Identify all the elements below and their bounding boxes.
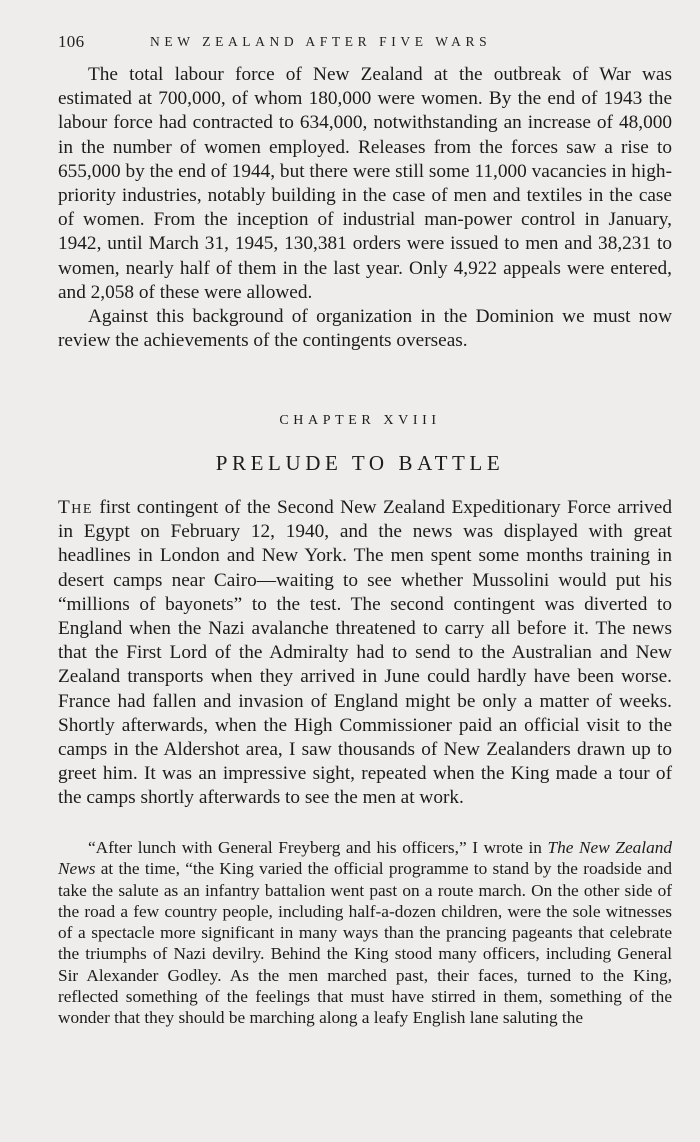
chapter-number: CHAPTER XVIII	[279, 413, 441, 428]
block-quote	[58, 837, 672, 1029]
intro-section	[58, 63, 672, 353]
intro-paragraph-2: Against this background of organization in the Dominion we must now review the achievements of the contingents overseas.	[58, 306, 672, 352]
publication-title: The New Zealand News	[58, 838, 672, 879]
quote-paragraph	[58, 837, 672, 1029]
quote-part-2: at the time, “the King varied the official programme to stand by the roadside and take the salute as an infantry battalion went past on a route march. On the other side of the road a few country people, including half-a-dozen children, were the sole witnesses of a spectacle more significant in many ways than the prancing pageants that celebrate the triumphs of Nazi devilry. Behind the King stood many officers, including General Sir Alexander Godley. As the men marched past, their faces, turned to the King, reflected something of the feelings that must have stirred in them, something of the wonder that they should be marching along a leafy English lane saluting the	[58, 859, 672, 1028]
quote-part-1: “After lunch with General Freyberg and his officers,” I wrote in	[88, 838, 548, 857]
body-paragraph-1-text: first contingent of the Second New Zealand Expeditionary Force arrived in Egypt on February 12, 1940, and the news was displayed with great headlines in London and New York. The men spent some months training in desert camps near Cairo—waiting to see whether Mussolini would put his “millions of bayonets” to the test. The second contingent was diverted to England when the Nazi avalanche threatened to carry all before it. The news that the First Lord of the Admiralty had to send to the Australian and New Zealand transports when they arrived in June could hardly have been worse. France had fallen and invasion of England might be only a matter of weeks. Shortly afterwards, when the High Commissioner paid an official visit to the camps in the Aldershot area, I saw thousands of New Zealanders drawn up to greet him. It was an impressive sight, repeated when the King made a tour of the camps shortly afterwards to see the men at work.	[58, 497, 672, 809]
running-title: NEW ZEALAND AFTER FIVE WARS	[150, 34, 492, 49]
lead-word: The	[58, 497, 93, 518]
page-number: 106	[58, 32, 85, 51]
chapter-body	[58, 496, 672, 811]
intro-paragraph-1: The total labour force of New Zealand at the outbreak of War was estimated at 700,000, of whom 180,000 were women. By the end of 1943 the labour force had contracted to 634,000, notwithstanding an increase of 48,000 in the number of women employed. Releases from the forces saw a rise to 655,000 by the end of 1944, but there were still some 11,000 vacancies in high-priority industries, notably building in the case of men and textiles in the case of women. From the inception of industrial man-power control in January, 1942, until March 31, 1945, 130,381 orders were issued to men and 38,231 to women, nearly half of them in the last year. Only 4,922 appeals were entered, and 2,058 of these were allowed.	[58, 64, 672, 303]
chapter-title: PRELUDE TO BATTLE	[215, 451, 505, 475]
body-paragraph-1	[58, 496, 672, 811]
